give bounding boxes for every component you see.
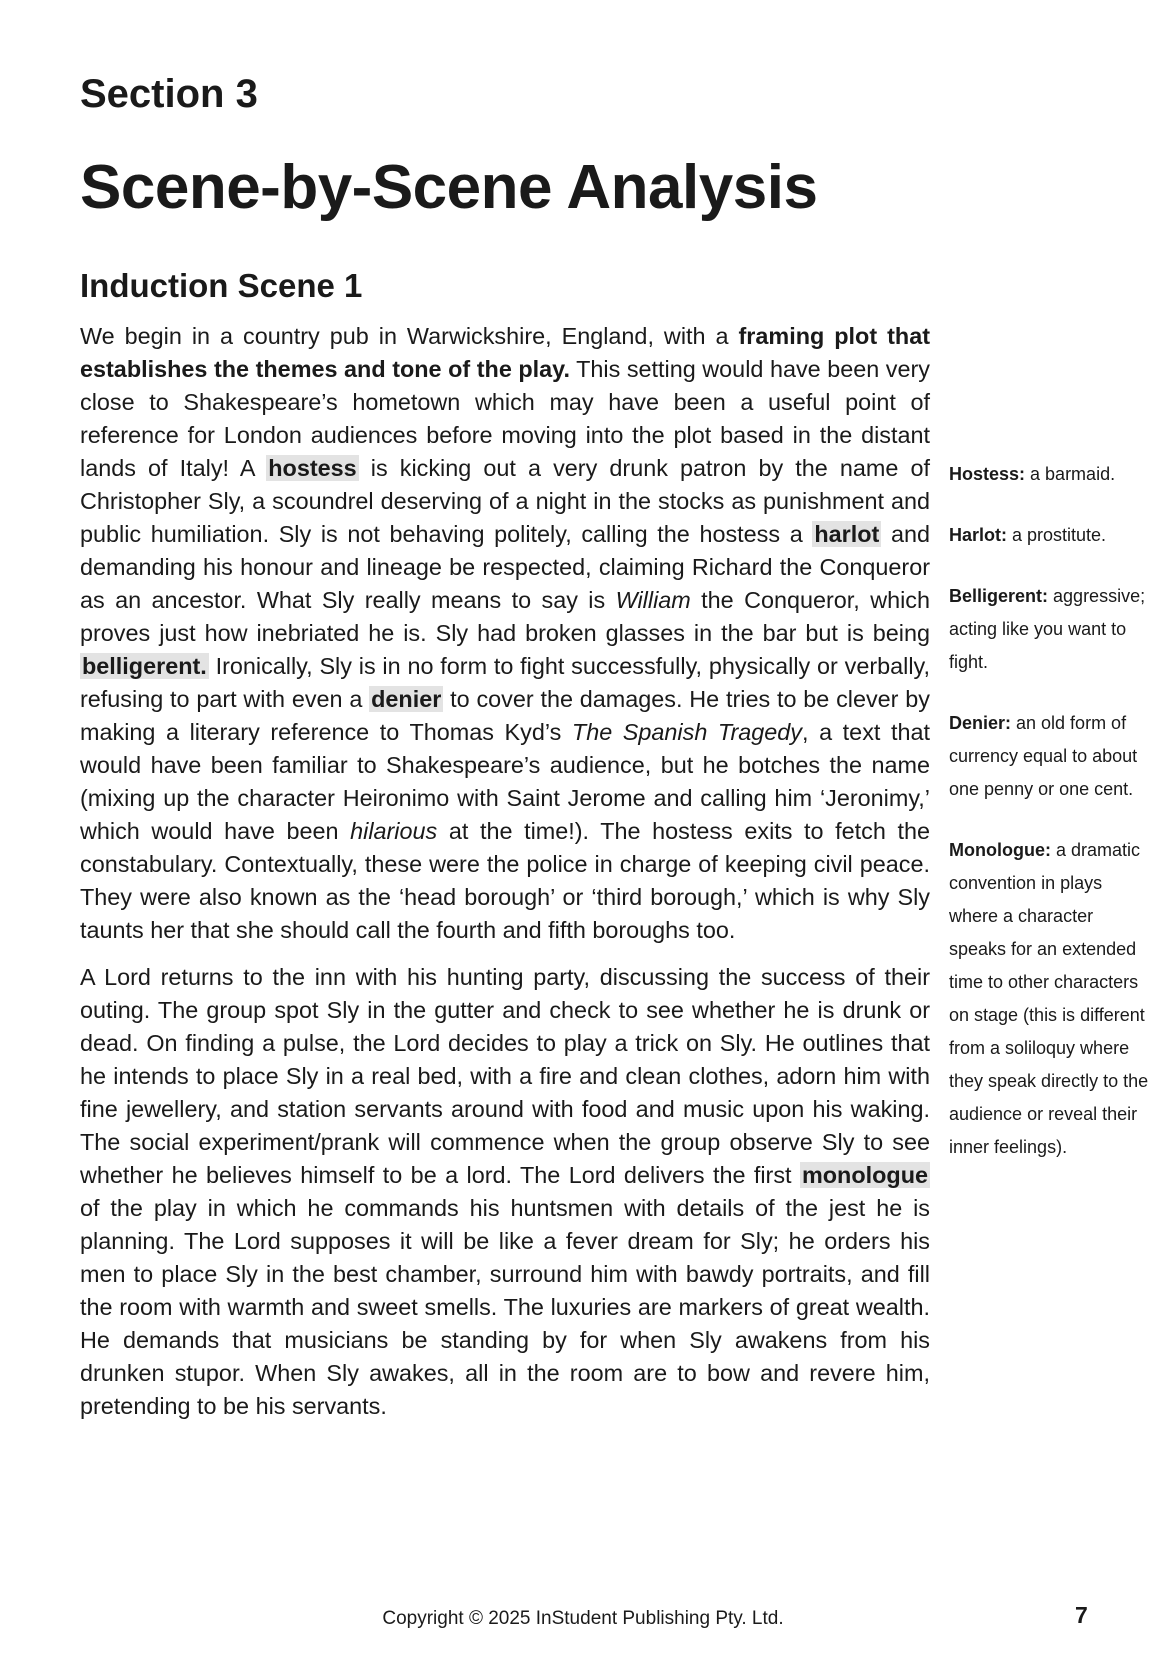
glossary-entry-monologue [949, 834, 1149, 1164]
glossary-entry-harlot [949, 519, 1149, 552]
glossary-definition: a prostitute. [1007, 525, 1107, 545]
glossary-term: Belligerent: [949, 586, 1049, 606]
term-monologue: monologue [801, 1162, 928, 1188]
text: to cover the damages. He tries to be clever by making a literary reference to Thomas Kyd’s [80, 686, 930, 745]
text: the Conqueror, which proves just how inebriated he is. Sly had broken glasses in the bar but is being [80, 587, 931, 646]
bold-phrase: framing plot that establishes the themes and tone of the play. [80, 323, 930, 382]
glossary-definition: a dramatic convention in plays where a character speaks for an extended time to other characters on stage (this is different from a soliloquy where they speak directly to the audience or reveal their inner feelings). [949, 840, 1149, 1157]
glossary-entry-belligerent [949, 580, 1149, 679]
section-label: Section 3 [80, 72, 258, 116]
text: of the play in which he commands his huntsmen with details of the jest he is planning. The Lord supposes it will be like a fever dream for Sly; he orders his men to place Sly in the best chamber, surround him with bawdy portraits, and fill the room with warmth and sweet smells. The luxuries are markers of great wealth. He demands that musicians be standing by for when Sly awakens from his drunken stupor. When Sly awakes, all in the room are to bow and revere him, pretending to be his servants. [80, 1195, 930, 1419]
text: A Lord returns to the inn with his hunting party, discussing the success of their outing. The group spot Sly in the gutter and check to see whether he is drunk or dead. On finding a pulse, the Lord decides to play a trick on Sly. He outlines that he intends to place Sly in a real bed, with a fire and clean clothes, adorn him with fine jewellery, and station servants around with food and music upon his waking. The social experiment/prank will commence when the group observe Sly to see whether he believes himself to be a lord. The Lord delivers the first [80, 964, 930, 1188]
glossary-sidebar [949, 458, 1149, 1192]
text: is kicking out a very drunk patron by the name of Christopher Sly, a scoundrel deserving of a night in the stocks as punishment and public humiliation. Sly is not behaving politely, calling the hostess a [80, 455, 930, 547]
paragraph-1 [80, 320, 930, 947]
italic-word: hilarious [350, 818, 438, 844]
text: and demanding his honour and lineage be respected, claiming Richard the Conqueror as an ancestor. What Sly really means to say is [80, 521, 930, 613]
text: at the time!). The hostess exits to fetch the constabulary. Contextually, these were the police in charge of keeping civil peace. They were also known as the ‘head borough’ or ‘third borough,’ which is why Sly taunts her that she should call the fourth and fifth boroughs too. [80, 818, 931, 943]
scene-heading: Induction Scene 1 [80, 267, 363, 304]
main-text [80, 320, 930, 1437]
glossary-term: Harlot: [949, 525, 1007, 545]
text: This setting would have been very close to Shakespeare’s hometown which may have been a useful point of reference for London audiences before moving into the plot based in the distant lands of Italy! A [80, 356, 930, 481]
term-hostess: hostess [268, 455, 357, 481]
term-denier: denier [371, 686, 442, 712]
term-harlot: harlot [814, 521, 880, 547]
page-title: Scene-by-Scene Analysis [80, 153, 818, 222]
text: Ironically, Sly is in no form to fight successfully, physically or verbally, refusing to part with even a [80, 653, 930, 712]
glossary-definition: a barmaid. [1025, 464, 1116, 484]
glossary-entry-denier [949, 707, 1149, 806]
glossary-term: Denier: [949, 713, 1012, 733]
paragraph-2 [80, 961, 930, 1423]
page-number: 7 [1075, 1602, 1088, 1628]
footer-copyright: Copyright © 2025 InStudent Publishing Pty. Ltd. [382, 1608, 784, 1629]
glossary-entry-hostess [949, 458, 1149, 491]
italic-word: William [615, 587, 691, 613]
term-belligerent: belligerent. [82, 653, 207, 679]
glossary-term: Monologue: [949, 840, 1051, 860]
text: , a text that would have been familiar to Shakespeare’s audience, but he botches the name (mixing up the character Heironimo with Saint Jerome and calling him ‘Jeronimy,’ which would have been [80, 719, 930, 844]
text: We begin in a country pub in Warwickshire, England, with a [80, 323, 739, 349]
glossary-term: Hostess: [949, 464, 1026, 484]
italic-title: The Spanish Tragedy [571, 719, 802, 745]
glossary-definition: aggressive; acting like you want to fight. [949, 586, 1146, 672]
glossary-definition: an old form of currency equal to about one penny or one cent. [949, 713, 1138, 799]
